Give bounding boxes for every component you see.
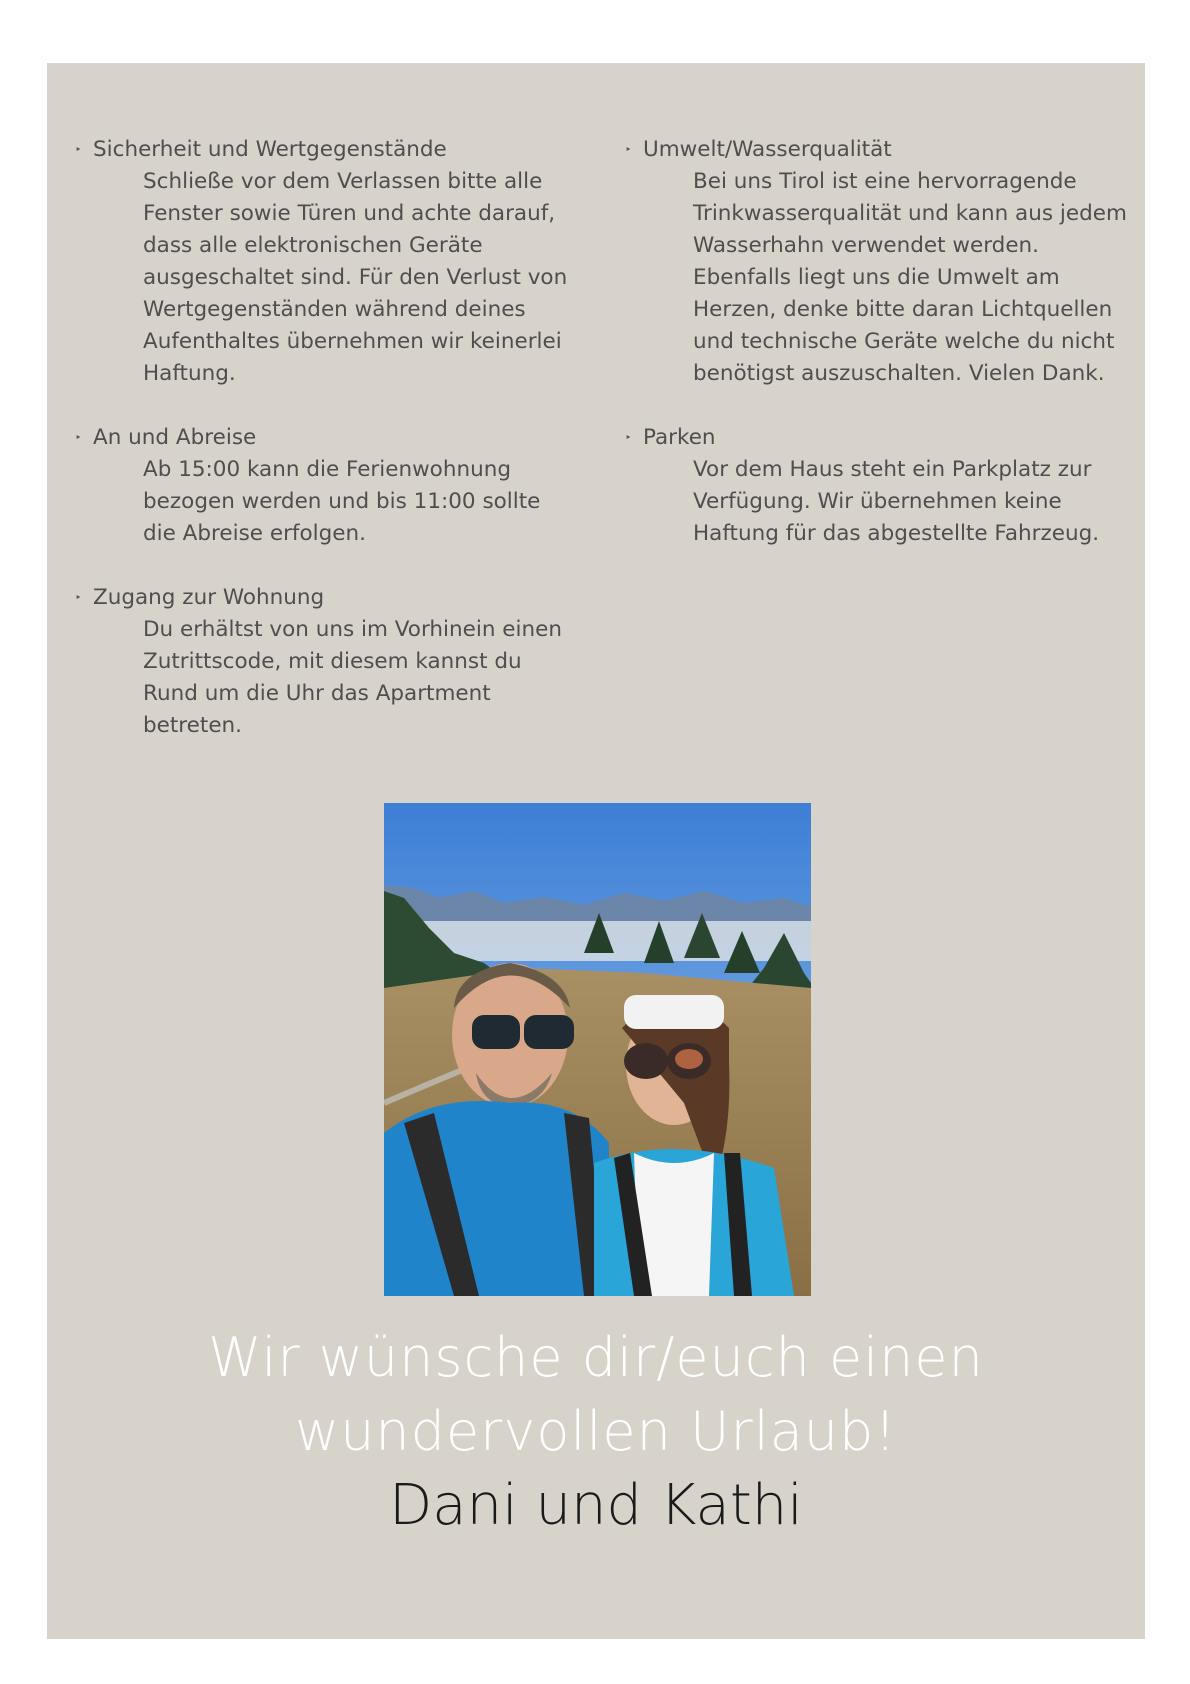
wish-line-1: Wir wünsche dir/euch einen: [208, 1326, 984, 1389]
signature: Dani und Kathi: [389, 1473, 803, 1538]
body-line: Wertgegenständen während deines: [143, 297, 526, 322]
section-title: Parken: [643, 425, 716, 450]
section-access: [75, 582, 575, 742]
hosts-photo: [384, 803, 811, 1296]
section-body: [693, 454, 1125, 550]
section-arrival: [75, 422, 575, 550]
page-panel: [47, 63, 1145, 1639]
body-line: Du erhältst von uns im Vorhinein einen: [143, 617, 562, 642]
body-line: Zutrittscode, mit diesem kannst du: [143, 649, 522, 674]
closing-message: [47, 1321, 1145, 1543]
body-line: Herzen, denke bitte daran Lichtquellen: [693, 297, 1113, 322]
body-line: Fenster sowie Türen und achte darauf,: [143, 201, 556, 226]
section-body: [143, 454, 575, 550]
body-line: die Abreise erfolgen.: [143, 521, 366, 546]
body-line: Haftung.: [143, 361, 236, 386]
triangle-bullet-icon: ‣: [625, 143, 632, 156]
section-heading: [75, 582, 575, 614]
section-title: Sicherheit und Wertgegenstände: [93, 137, 447, 162]
body-line: ausgeschaltet sind. Für den Verlust von: [143, 265, 568, 290]
wish-line-2: wundervollen Urlaub!: [295, 1400, 897, 1463]
body-line: benötigst auszuschalten. Vielen Dank.: [693, 361, 1105, 386]
body-line: Ebenfalls liegt uns die Umwelt am: [693, 265, 1060, 290]
body-line: Haftung für das abgestellte Fahrzeug.: [693, 521, 1100, 546]
section-heading: [75, 422, 575, 454]
body-line: bezogen werden und bis 11:00 sollte: [143, 489, 541, 514]
body-line: Bei uns Tirol ist eine hervorragende: [693, 169, 1077, 194]
section-title: Umwelt/Wasserqualität: [643, 137, 892, 162]
body-line: Schließe vor dem Verlassen bitte alle: [143, 169, 543, 194]
body-line: Wasserhahn verwendet werden.: [693, 233, 1040, 258]
triangle-bullet-icon: ‣: [75, 431, 82, 444]
section-title: Zugang zur Wohnung: [93, 585, 325, 610]
section-heading: [625, 134, 1125, 166]
body-line: Verfügung. Wir übernehmen keine: [693, 489, 1062, 514]
triangle-bullet-icon: ‣: [75, 591, 82, 604]
body-line: betreten.: [143, 713, 243, 738]
body-line: Vor dem Haus steht ein Parkplatz zur: [693, 457, 1092, 482]
section-heading: [625, 422, 1125, 454]
body-line: und technische Geräte welche du nicht: [693, 329, 1115, 354]
triangle-bullet-icon: ‣: [625, 431, 632, 444]
body-line: Aufenthaltes übernehmen wir keinerlei: [143, 329, 562, 354]
body-line: Rund um die Uhr das Apartment: [143, 681, 491, 706]
section-title: An und Abreise: [93, 425, 257, 450]
section-heading: [75, 134, 575, 166]
body-line: Ab 15:00 kann die Ferienwohnung: [143, 457, 511, 482]
section-body: [143, 166, 575, 390]
section-security: [75, 134, 575, 390]
body-line: dass alle elektronischen Geräte: [143, 233, 483, 258]
body-line: Trinkwasserqualität und kann aus jedem: [693, 201, 1127, 226]
right-column: [625, 134, 1125, 582]
section-parking: [625, 422, 1125, 550]
left-column: [75, 134, 575, 774]
section-body: [143, 614, 575, 742]
section-body: [693, 166, 1125, 390]
section-environment: [625, 134, 1125, 390]
triangle-bullet-icon: ‣: [75, 143, 82, 156]
